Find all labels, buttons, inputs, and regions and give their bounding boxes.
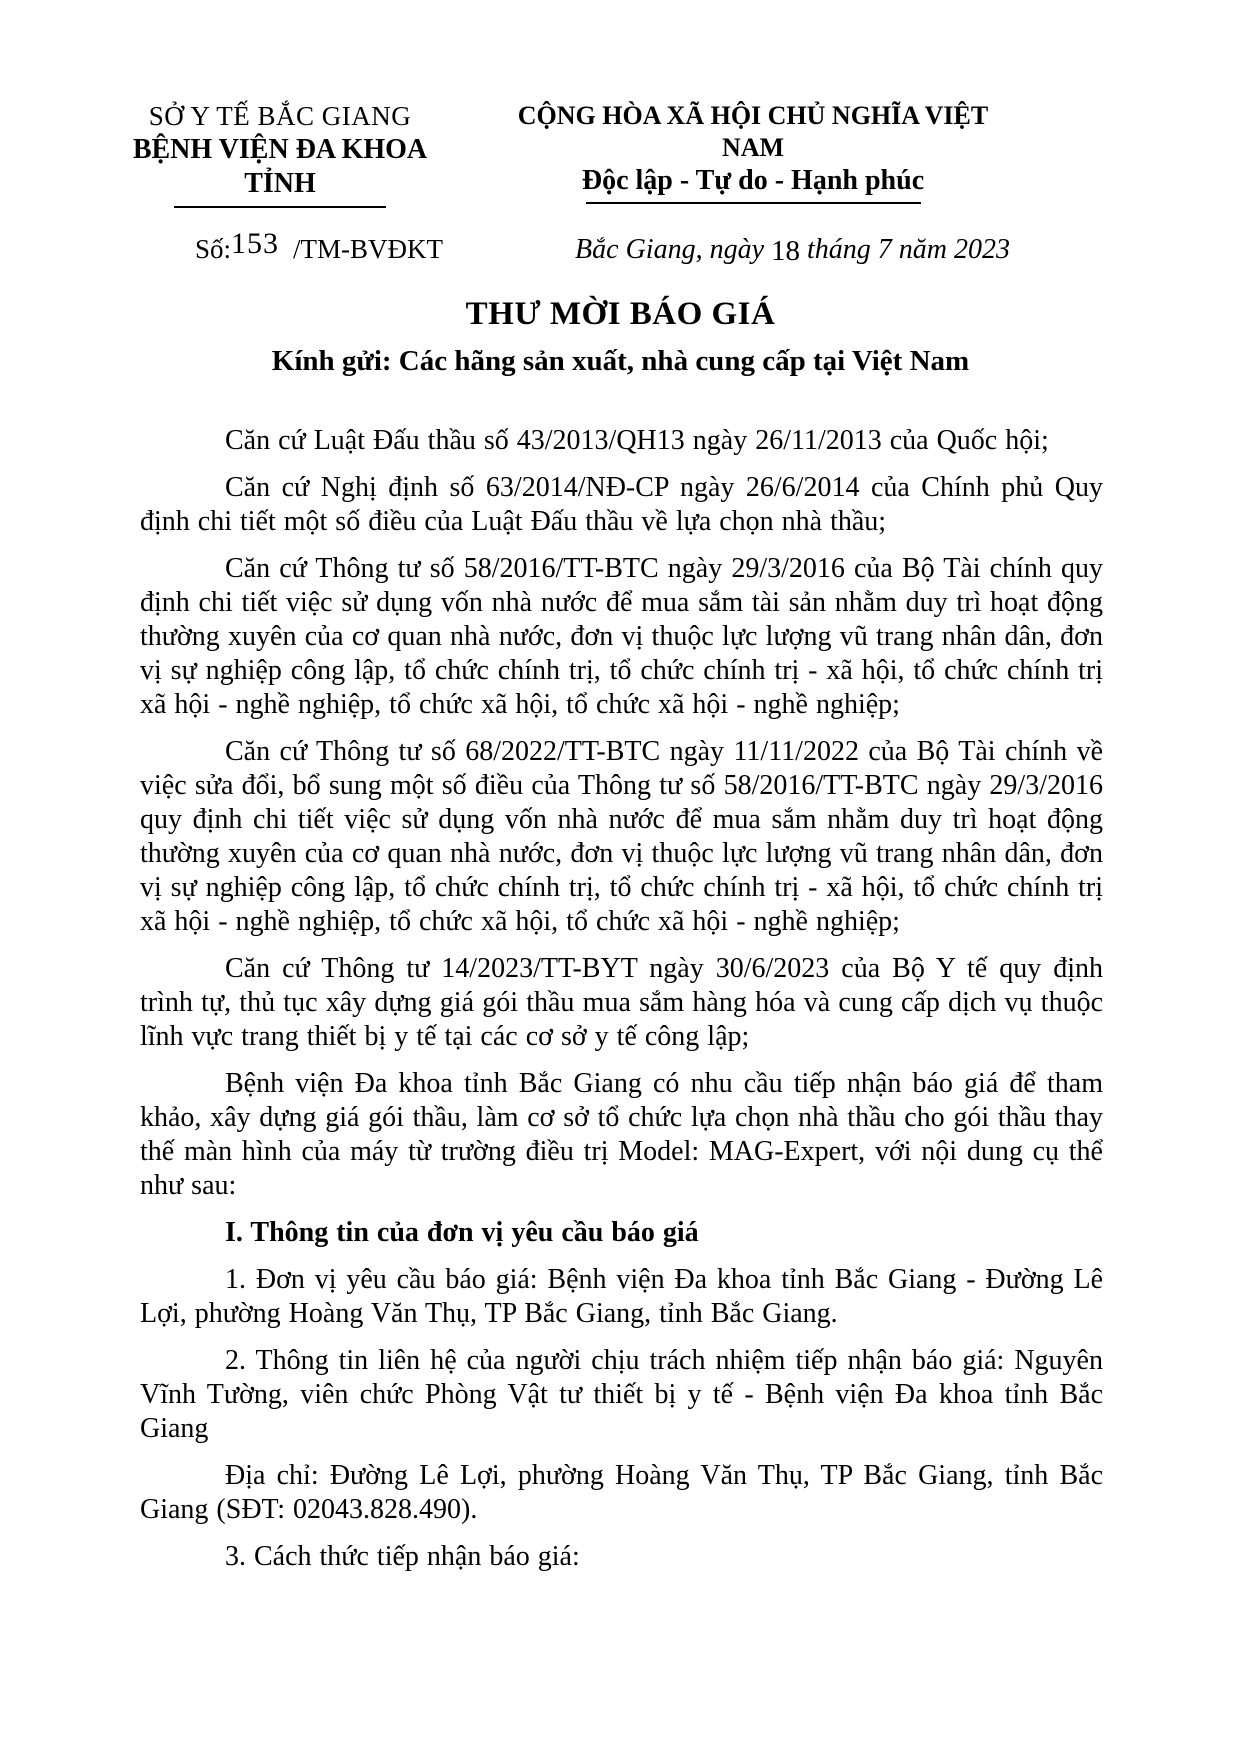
national-title: CỘNG HÒA XÃ HỘI CHỦ NGHĨA VIỆT NAM (517, 101, 989, 162)
section-heading: I. Thông tin của đơn vị yêu cầu báo giá (225, 1217, 699, 1248)
document-header (0, 100, 1241, 208)
preamble-paragraph: Bệnh viện Đa khoa tỉnh Bắc Giang có nhu cầu tiếp nhận báo giá để tham khảo, xây dựng giá gói thầu, làm cơ sở tổ chức lựa chọn nhà thầu cho gói thầu thay thế màn hình của máy từ trường điều trị Model: MAG-Expert, với nội dung cụ thể như sau: (140, 1068, 1103, 1201)
org-name-underline (174, 206, 386, 208)
motto-underline (586, 202, 921, 204)
national-header-block (500, 100, 1006, 204)
document-body (140, 424, 1103, 1574)
document-number-symbol: /TM-BVĐKT (293, 234, 444, 264)
section-item: 2. Thông tin liên hệ của người chịu trách nhiệm tiếp nhận báo giá: Nguyên Vĩnh Tường, viên chức Phòng Vật tư thiết bị y tế - Bệnh viện Đa khoa tỉnh Bắc Giang (140, 1345, 1103, 1444)
place-date-prefix: Bắc Giang, ngày (575, 234, 764, 265)
section-item: 3. Cách thức tiếp nhận báo giá: (225, 1541, 580, 1572)
document-number (195, 227, 444, 266)
preamble-paragraph: Căn cứ Luật Đấu thầu số 43/2013/QH13 ngày 26/11/2013 của Quốc hội; (225, 425, 1049, 456)
place-and-date (575, 233, 1010, 266)
document-number-label: Số: (195, 234, 232, 264)
preamble-paragraph: Căn cứ Nghị định số 63/2014/NĐ-CP ngày 26/6/2014 của Chính phủ Quy định chi tiết một số điều của Luật Đấu thầu về lựa chọn nhà thầu; (140, 472, 1103, 537)
section-item: 1. Đơn vị yêu cầu báo giá: Bệnh viện Đa khoa tỉnh Bắc Giang - Đường Lê Lợi, phường Hoàng Văn Thụ, TP Bắc Giang, tỉnh Bắc Giang. (140, 1264, 1103, 1329)
place-date-suffix: tháng 7 năm 2023 (807, 234, 1010, 265)
preamble-paragraph: Căn cứ Thông tư 14/2023/TT-BYT ngày 30/6/2023 của Bộ Y tế quy định trình tự, thủ tục xây dựng giá gói thầu mua sắm hàng hóa và cung cấp dịch vụ thuộc lĩnh vực trang thiết bị y tế tại các cơ sở y tế công lập; (140, 953, 1103, 1052)
preamble-paragraph: Căn cứ Thông tư số 58/2016/TT-BTC ngày 29/3/2016 của Bộ Tài chính quy định chi tiết việc sử dụng vốn nhà nước để mua sắm tài sản nhằm duy trì hoạt động thường xuyên của cơ quan nhà nước, đơn vị thuộc lực lượng vũ trang nhân dân, đơn vị sự nghiệp công lập, tổ chức chính trị, tổ chức chính trị - xã hội, tổ chức chính trị xã hội - nghề nghiệp, tổ chức xã hội, tổ chức xã hội - nghề nghiệp; (140, 553, 1103, 720)
salutation-line: Kính gửi: Các hãng sản xuất, nhà cung cấp tại Việt Nam (271, 345, 970, 377)
document-title: THƯ MỜI BÁO GIÁ (465, 296, 776, 332)
org-name: BỆNH VIỆN ĐA KHOA TỈNH (132, 134, 428, 199)
meta-row (0, 227, 1241, 267)
issuing-org-block (130, 100, 430, 208)
document-number-value: 153 (231, 227, 280, 260)
date-day: 18 (771, 235, 800, 267)
org-parent-name: SỞ Y TẾ BẮC GIANG (148, 101, 412, 131)
preamble-paragraph: Căn cứ Thông tư số 68/2022/TT-BTC ngày 11/11/2022 của Bộ Tài chính về việc sửa đổi, bổ sung một số điều của Thông tư số 58/2016/TT-BTC ngày 29/3/2016 quy định chi tiết việc sử dụng vốn nhà nước để mua sắm nhằm duy trì hoạt động thường xuyên của cơ quan nhà nước, đơn vị thuộc lực lượng vũ trang nhân dân, đơn vị sự nghiệp công lập, tổ chức chính trị, tổ chức chính trị - xã hội, tổ chức chính trị xã hội - nghề nghiệp, tổ chức xã hội, tổ chức xã hội - nghề nghiệp; (140, 736, 1103, 937)
section-item: Địa chỉ: Đường Lê Lợi, phường Hoàng Văn Thụ, TP Bắc Giang, tỉnh Bắc Giang (SĐT: 02043.828.490). (140, 1460, 1103, 1525)
national-motto: Độc lập - Tự do - Hạnh phúc (581, 165, 925, 196)
